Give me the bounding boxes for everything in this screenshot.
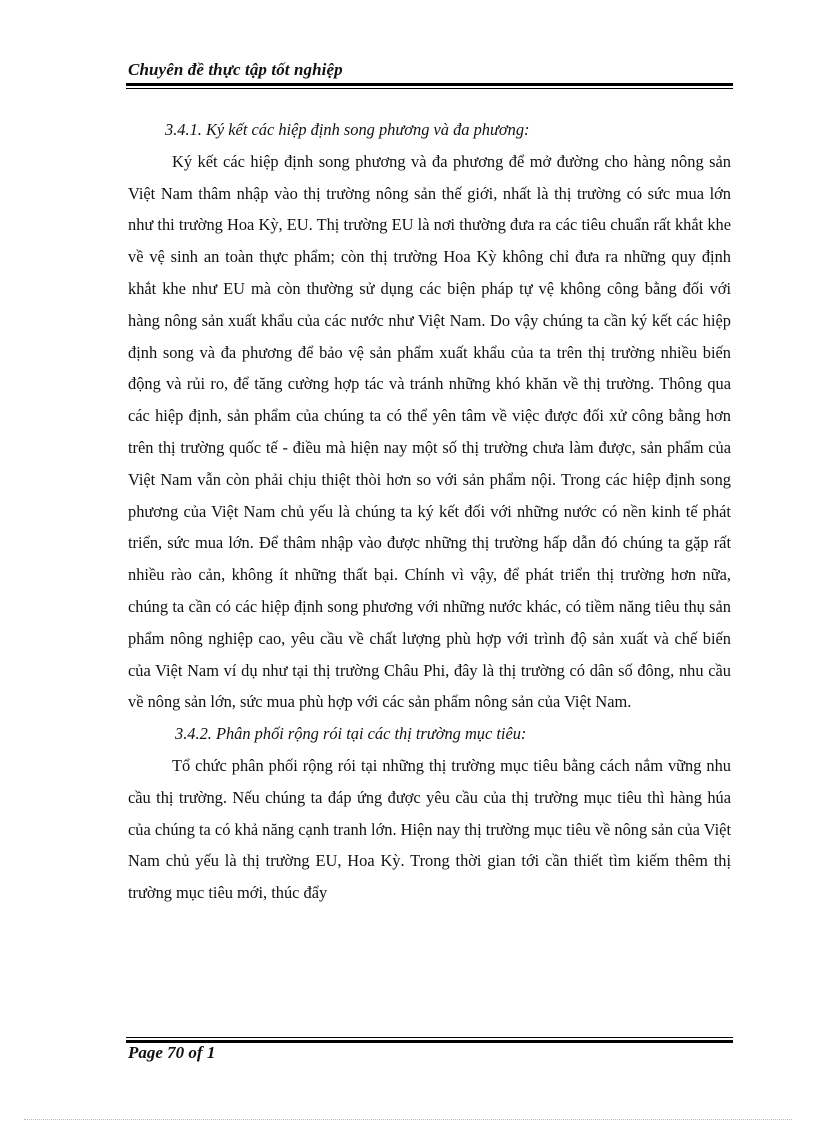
section-heading: 3.4.2. Phân phối rộng rói tại các thị trường mục tiêu: xyxy=(175,724,527,744)
section-paragraph: Tổ chức phân phối rộng rói tại những thị trường mục tiêu bằng cách nắm vững nhu cầu thị trường. Nếu chúng ta đáp ứng được yêu cầu của thị trường mục tiêu thì hàng húa của chúng ta có khả năng cạnh tranh lớn. Hiện nay thị trường mục tiêu về nông sản của Việt Nam chủ yếu là thị trường EU, Hoa Kỳ. Trong thời gian tới cần thiết tìm kiếm thêm thị trường mục tiêu mới, thúc đẩy xyxy=(128,755,731,903)
footer-rule-thin xyxy=(126,1037,733,1038)
section-heading: 3.4.1. Ký kết các hiệp định song phương và đa phương: xyxy=(165,120,530,139)
page-boundary xyxy=(24,1119,792,1120)
document-body xyxy=(128,114,731,909)
header-rule xyxy=(126,83,733,86)
footer-rule xyxy=(126,1040,733,1043)
page-number: Page 70 of 1 xyxy=(128,1043,216,1062)
section-paragraph: Ký kết các hiệp định song phương và đa phương để mở đường cho hàng nông sản Việt Nam thâm nhập vào thị trường nông sản thế giới, nhất là thị trường có sức mua lớn như thi trường Hoa Kỳ, EU. Thị trường EU là nơi thường đưa ra các tiêu chuẩn rất khắt khe về vệ sinh an toàn thực phẩm; còn thị trường Hoa Kỳ không chỉ đưa ra những quy định khắt khe như EU mà còn thường sử dụng các biện pháp tự vệ không công bằng đối với hàng nông sản xuất khẩu của các nước như Việt Nam. Do vậy chúng ta cần ký kết các hiệp định song và đa phương để bảo vệ sản phẩm xuất khẩu của ta trên thị trường nhiều biến động và rủi ro, để tăng cường hợp tác và tránh những khó khăn về thị trường. Thông qua các hiệp định, sản phẩm của chúng ta có thể yên tâm về việc được đối xử công bằng hơn trên thị trường quốc tế - điều mà hiện nay một số thị trường chưa làm được, sản phẩm của Việt Nam vẫn còn phải chịu thiệt thòi hơn so với sản phẩm nội. Trong các hiệp định song phương của Việt Nam chủ yếu là chúng ta ký kết đối với những nước có nền kinh tế phát triển, sức mua lớn. Để thâm nhập vào được những thị trường hấp dẫn đó chúng ta gặp rất nhiều rào cản, không ít những thất bại. Chính vì vậy, để phát triển thị trường hơn nữa, chúng ta cần có các hiệp định song phương với những nước khác, có tiềm năng tiêu thụ sản phẩm nông nghiệp cao, yêu cầu về chất lượng phù hợp với trình độ sản xuất và chế biến của Việt Nam ví dụ như tại thị trường Châu Phi, đây là thị trường có dân số đông, nhu cầu về nông sản lớn, sức mua phù hợp với các sản phẩm nông sản của Việt Nam. xyxy=(128,151,731,712)
header-rule-thin xyxy=(126,88,733,89)
header-title: Chuyên đề thực tập tốt nghiệp xyxy=(128,60,343,79)
